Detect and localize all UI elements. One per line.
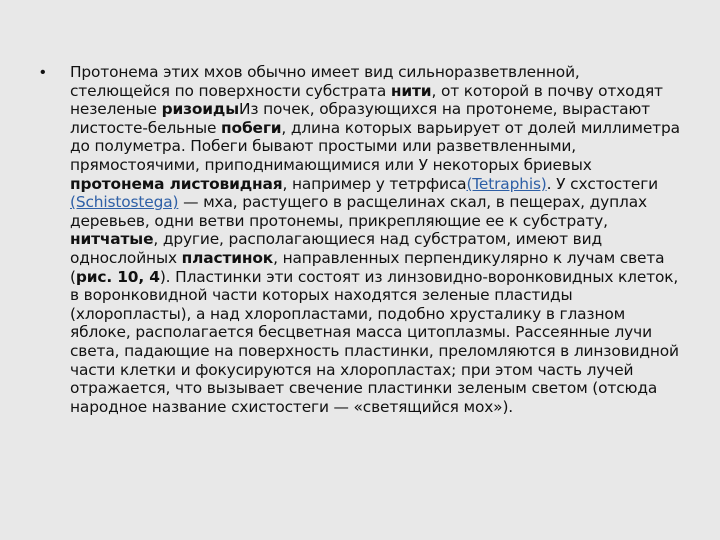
text-segment: , другие, располагающиеся над субстратом, имеют вид однослойных bbox=[70, 230, 602, 267]
text-segment: , от которой в почву отходят незеленые bbox=[70, 81, 663, 119]
text-segment: — мха, растущего в расщелинах скал, в пещерах, дуплах деревьев, одни ветви протонемы, прикрепляющие ее к субстрату, bbox=[70, 193, 647, 230]
bold-term-plastinok: пластинок bbox=[181, 248, 274, 267]
bold-term-protonema: протонема листовидная bbox=[70, 174, 283, 193]
text-segment: , длина которых варьирует от долей миллиметра до полуметра. Побеги бывают простыми или разветвленными, прямостоячими, приподнимающимися или У некоторых бриевых bbox=[70, 118, 680, 174]
link-tetraphis[interactable]: (Tetraphis) bbox=[466, 174, 547, 193]
text-segment: , например у тетрфиса bbox=[282, 174, 467, 193]
text-segment: ). Пластинки эти состоят из линзовидно-воронковидных клеток, в воронковидной части которых находятся зеленые пластиды (хлоропласты), а над хлоропластами, подобно хрусталику в глазном яблоке, располагается бесцветная масса цитоплазмы. Рассеянные лучи света, падающие на поверхность пластинки, преломляются в линзовидной части клетки и фокусируются на хлоропластах; при этом часть лучей отражается, что вызывает свечение пластинки зеленым светом (отсюда народное название схистостеги — «светящийся мох»). bbox=[70, 267, 679, 416]
bold-term-nitchatye: нитчатые bbox=[70, 230, 154, 249]
text-segment: Из почек, образующихся на протонеме, вырастают листосте-бельные bbox=[70, 100, 650, 137]
bold-term-pobegi: побеги bbox=[221, 118, 282, 137]
paragraph-text bbox=[70, 63, 682, 416]
figure-reference: рис. 10, 4 bbox=[75, 267, 160, 286]
bold-term-rizoidy: ризоиды bbox=[161, 100, 239, 119]
text-segment: Протонема этих мхов обычно имеет вид сильноразветвленной, стелющейся по поверхности субстрата bbox=[70, 63, 580, 100]
bullet-marker: • bbox=[40, 64, 46, 81]
bold-term-niti: нити bbox=[390, 81, 432, 100]
text-segment: , направленных перпендикулярно к лучам света ( bbox=[70, 248, 665, 286]
text-segment: . У схстостеги bbox=[546, 174, 659, 193]
link-schistostega[interactable]: (Schistostega) bbox=[70, 193, 179, 212]
